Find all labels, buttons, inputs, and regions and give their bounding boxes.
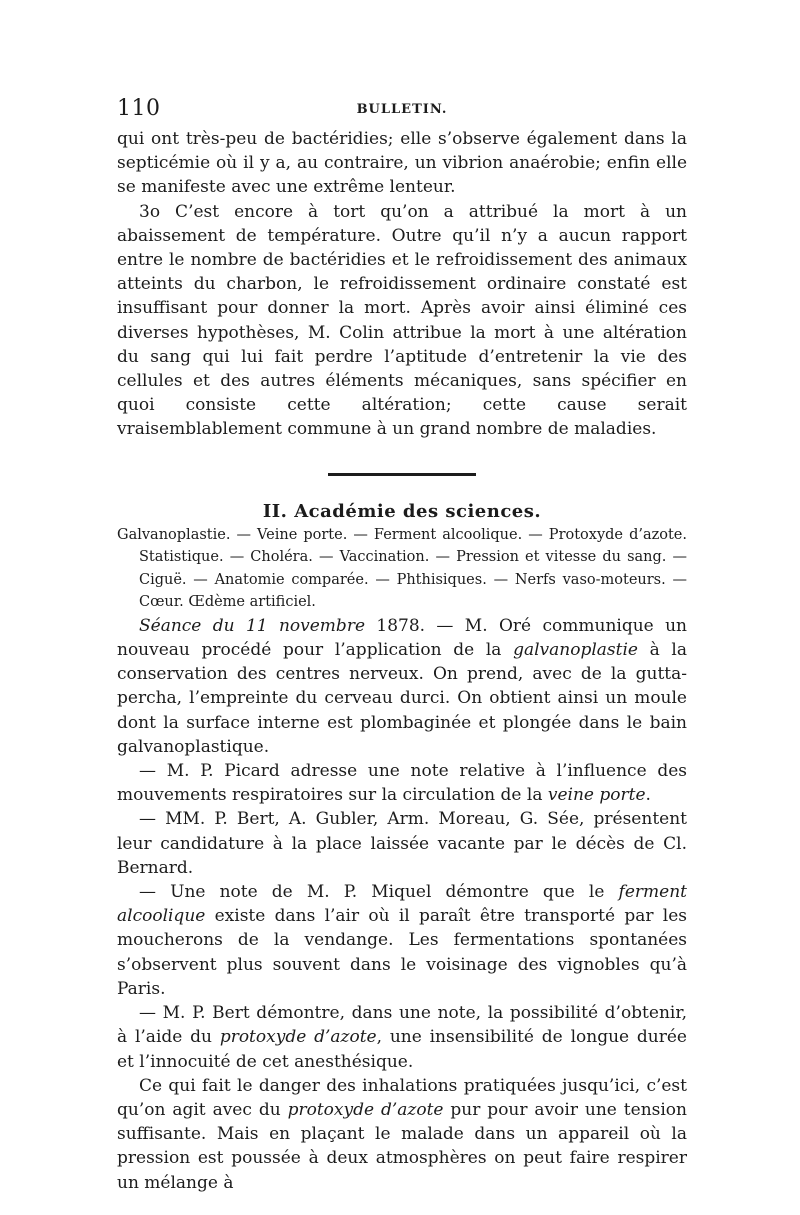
session-text: à la conservation des centres nerveux. On prend, avec de la gutta-percha, l’empreinte du cerveau durci. On obtient ainsi un moule dont la surface interne est plombaginée et plongée dans le bain galvanoplastique. (117, 640, 687, 757)
paragraph-candidates: — MM. P. Bert, A. Gubler, Arm. Moreau, G. Sée, présentent leur candidature à la place laissée vacante par le décès de Cl. Bernard. (117, 809, 687, 878)
section-divider (328, 473, 476, 476)
running-title: BULLETIN. (356, 102, 448, 117)
paragraph-danger (117, 1074, 687, 1195)
section-summary: Galvanoplastie. — Veine porte. — Ferment alcoolique. — Protoxyde d’azote. Statistique. — Choléra. — Vaccination. — Pression et vitesse du sang. — Ciguë. — Anatomie comparée. — Phthisiques. — Nerfs vaso-moteurs. — Cœur. Œdème artificiel. (117, 526, 687, 611)
miquel-text-a: — Une note de M. P. Miquel démontre que le (139, 882, 619, 903)
paragraph-picard (117, 759, 687, 807)
miquel-text-b: existe dans l’air où il paraît être transporté par les moucherons de la vendange. Les fermentations spontanées s’observent plus souvent dans le voisinage des vignobles qu’à Paris. (117, 906, 687, 999)
paragraph-bert (117, 1001, 687, 1074)
term-protoxyde-azote-2: protoxyde d’azote (287, 1099, 444, 1120)
session-year-text: 1878. — M. Oré communique un nouveau procédé pour l’application de la (117, 615, 687, 661)
picard-text-b: . (645, 785, 651, 806)
page-number: 110 (117, 96, 161, 121)
paragraph-continuation: qui ont très-peu de bactéridies; elle s’observe également dans la septicémie où il y a, au contraire, un vibrion anaérobie; enfin elle se manifeste avec une extrême lenteur. (117, 129, 687, 198)
term-ferment-alcoolique: ferment alcoolique (117, 882, 687, 927)
page-body (117, 127, 687, 1195)
session-paragraph (117, 614, 687, 759)
paragraph-miquel (117, 880, 687, 1001)
page-header (117, 96, 687, 126)
term-galvanoplastie: galvanoplastie (513, 640, 638, 661)
picard-text-a: — M. P. Picard adresse une note relative à l’influence des mouvements respiratoires sur la circulation de la (117, 761, 687, 806)
danger-text-a: Ce qui fait le danger des inhalations pratiquées jusqu’ici, c’est qu’on agit avec du (117, 1075, 687, 1120)
paragraph-temperature: 3o C’est encore à tort qu’on a attribué la mort à un abaissement de température. Outre qu’il n’y a aucun rapport entre le nombre de bactéridies et le refroidissement des animaux atteints du charbon, le refroidissement ordinaire constaté est insuffisant pour donner la mort. Après avoir ainsi éliminé ces diverses hypothèses, M. Colin attribue la mort à une altération du sang qui lui fait perdre l’aptitude d’entretenir la vie des cellules et des autres éléments mécaniques, sans spécifier en quoi consiste cette altération; cette cause serait vraisemblablement commune à un grand nombre de maladies. (117, 201, 687, 440)
session-date-label: Séance du 11 novembre (139, 615, 366, 636)
term-veine-porte: veine porte (547, 785, 646, 806)
section-title: II. Académie des sciences. (262, 500, 542, 522)
danger-text-b: pur pour avoir une tension suffisante. Mais en plaçant le malade dans un appareil où la pression est poussée à deux atmosphères on peut faire respirer un mélange à (117, 1099, 687, 1193)
term-protoxyde-azote: protoxyde d’azote (219, 1027, 377, 1048)
bert-text-b: , une insensibilité de longue durée et l’innocuité de cet anesthésique. (117, 1027, 687, 1072)
bert-text-a: — M. P. Bert démontre, dans une note, la possibilité d’obtenir, à l’aide du (117, 1003, 687, 1048)
